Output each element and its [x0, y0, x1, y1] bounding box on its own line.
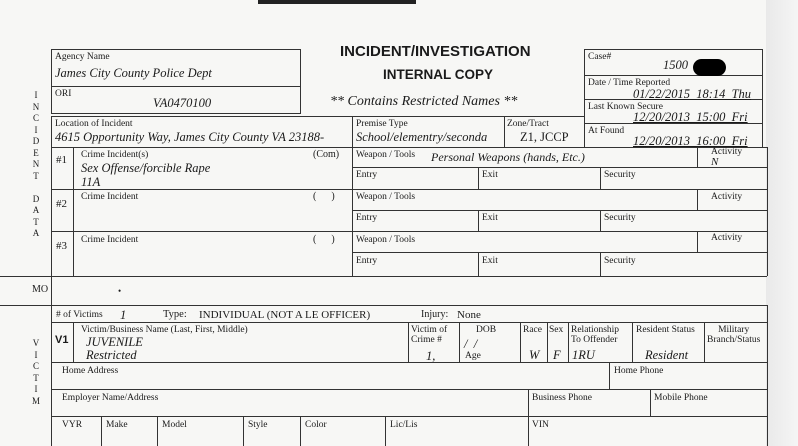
victim-restricted-value: Restricted	[86, 348, 137, 362]
home-address-label: Home Address	[62, 366, 119, 376]
crime-2-com: ( )	[313, 191, 335, 202]
sex-label: Sex	[549, 325, 564, 335]
agency-label: Agency Name	[55, 52, 110, 62]
victims-count-value: 1	[120, 308, 127, 322]
mobile-phone-label: Mobile Phone	[654, 393, 708, 403]
date-reported-label: Date / Time Reported	[588, 78, 671, 88]
ori-value: VA0470100	[153, 96, 212, 110]
crime-3-security-label: Security	[604, 256, 636, 266]
agency-value: James City County Police Dept	[55, 66, 212, 80]
crime-1-label: Crime Incident(s)	[81, 150, 149, 160]
relationship-value: 1RU	[572, 348, 595, 362]
victim-id: V1	[55, 334, 69, 346]
victim-type-value: INDIVIDUAL (NOT A LE OFFICER)	[199, 309, 371, 321]
crime-1-weapon-label: Weapon / Tools	[356, 150, 416, 160]
victims-count-label: # of Victims	[56, 310, 103, 320]
victim-name-value: JUVENILE	[86, 335, 143, 349]
case-value: 1500	[663, 58, 688, 72]
zone-label: Zone/Tract	[507, 119, 549, 129]
crime-1-security-label: Security	[604, 170, 636, 180]
restricted-notice: ** Contains Restricted Names **	[330, 94, 518, 109]
make-label: Make	[106, 420, 128, 430]
form-title: INCIDENT/INVESTIGATION	[340, 43, 531, 60]
resident-status-label: Resident Status	[636, 325, 695, 335]
color-label: Color	[305, 420, 327, 430]
crime-1-num: #1	[56, 154, 67, 166]
injury-value: None	[457, 309, 481, 321]
crime-3-num: #3	[56, 240, 67, 252]
scan-top-bar	[258, 0, 416, 4]
crime-3-entry-label: Entry	[356, 256, 378, 266]
crime-3-label: Crime Incident	[81, 235, 139, 245]
ori-label: ORI	[55, 89, 72, 99]
victim-name-label: Victim/Business Name (Last, First, Middle)	[81, 325, 248, 335]
dob-value: / /	[464, 337, 478, 351]
victim-of-label: Victim of Crime #	[411, 325, 448, 345]
victim-of-value: 1,	[426, 349, 436, 363]
crime-1-weapon-value: Personal Weapons (hands, Etc.)	[431, 150, 585, 164]
premise-value: School/elementry/seconda	[356, 130, 488, 144]
crime-3-weapon-label: Weapon / Tools	[356, 235, 416, 245]
crime-2-weapon-label: Weapon / Tools	[356, 192, 416, 202]
form-subtitle: INTERNAL COPY	[383, 67, 494, 82]
mo-label: MO	[32, 284, 49, 295]
crime-3-exit-label: Exit	[482, 256, 498, 266]
relationship-label: Relationship To Offender	[571, 325, 620, 345]
business-phone-label: Business Phone	[532, 393, 592, 403]
crime-2-activity-label: Activity	[711, 192, 743, 202]
crime-2-num: #2	[56, 198, 67, 210]
crime-2-exit-label: Exit	[482, 213, 498, 223]
dob-label: DOB	[476, 325, 497, 335]
redaction-mark	[693, 59, 726, 76]
location-label: Location of Incident	[55, 119, 133, 129]
scan-right-edge	[766, 0, 798, 446]
race-value: W	[529, 348, 540, 362]
date-reported-value: 01/22/2015 18:14 Thu	[633, 87, 752, 101]
crime-1-activity-label: Activity	[711, 147, 743, 157]
incident-data-side-label: I N C I D E N T D A T A	[32, 90, 40, 238]
crime-1-desc: Sex Offense/forcible Rape	[81, 161, 211, 175]
crime-3-com: ( )	[313, 234, 335, 245]
crime-2-security-label: Security	[604, 213, 636, 223]
location-value: 4615 Opportunity Way, James City County VA 23188-	[55, 130, 325, 144]
home-phone-label: Home Phone	[614, 366, 664, 376]
crime-2-entry-label: Entry	[356, 213, 378, 223]
crime-1-code: 11A	[81, 175, 101, 189]
crime-1-exit-label: Exit	[482, 170, 498, 180]
vyr-label: VYR	[62, 420, 83, 430]
race-label: Race	[523, 325, 542, 335]
last-known-secure-label: Last Known Secure	[588, 102, 663, 112]
mo-value: •	[118, 286, 122, 296]
crime-1-activity-value: N	[711, 156, 719, 168]
crime-2-label: Crime Incident	[81, 192, 139, 202]
victim-side-label: V I C T I M	[31, 338, 40, 406]
age-label: Age	[465, 351, 481, 361]
employer-label: Employer Name/Address	[62, 393, 159, 403]
resident-status-value: Resident	[645, 348, 689, 362]
sex-value: F	[553, 348, 561, 362]
zone-value: Z1, JCCP	[520, 130, 569, 144]
last-known-secure-value: 12/20/2013 15:00 Fri	[633, 110, 748, 124]
model-label: Model	[162, 420, 187, 430]
military-label: Military Branch/Status	[707, 325, 761, 345]
lic-label: Lic/Lis	[390, 420, 418, 430]
victim-type-label: Type:	[163, 309, 187, 320]
injury-label: Injury:	[421, 309, 449, 320]
at-found-value: 12/20/2013 16:00 Fri	[633, 134, 748, 148]
case-label: Case#	[588, 52, 612, 62]
crime-3-activity-label: Activity	[711, 233, 743, 243]
crime-1-com: (Com)	[313, 149, 340, 160]
vin-label: VIN	[532, 420, 549, 430]
premise-label: Premise Type	[356, 119, 408, 129]
style-label: Style	[248, 420, 268, 430]
crime-1-entry-label: Entry	[356, 170, 378, 180]
at-found-label: At Found	[588, 126, 625, 136]
